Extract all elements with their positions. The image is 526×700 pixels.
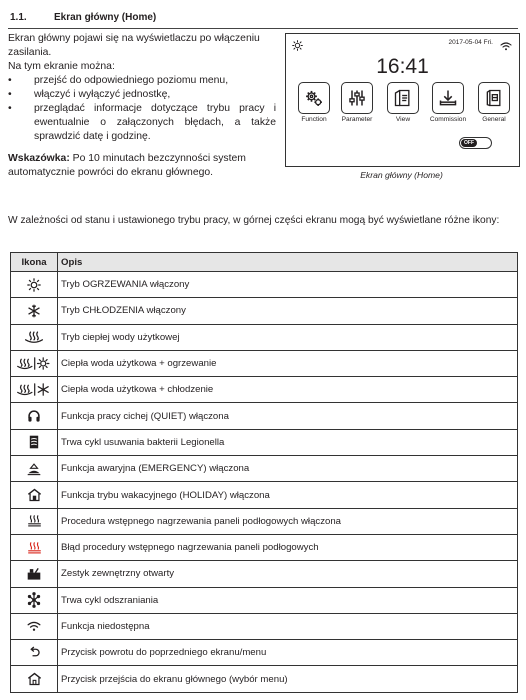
row-description: Przycisk powrotu do poprzedniego ekranu/menu — [58, 640, 518, 666]
row-description: Tryb OGRZEWANIA włączony — [58, 272, 518, 298]
table-row — [11, 587, 518, 613]
defrost-icon — [11, 587, 58, 613]
download-tray-icon — [432, 82, 464, 114]
table-row — [11, 613, 518, 639]
commission-label: Commission — [429, 116, 467, 123]
power-toggle[interactable] — [459, 137, 492, 149]
gears-icon — [298, 82, 330, 114]
feature-list — [8, 74, 276, 144]
tip-label: Wskazówka: — [8, 153, 70, 164]
holiday-house-icon — [11, 482, 58, 508]
table-row — [11, 640, 518, 666]
screen-clock: 16:41 — [376, 55, 429, 78]
table-row — [11, 403, 518, 429]
hot-water-icon — [11, 324, 58, 350]
view-label: View — [395, 116, 411, 123]
table-header-row — [11, 253, 518, 272]
table-row — [11, 377, 518, 403]
col-header-description: Opis — [58, 253, 518, 272]
toggle-knob: OFF — [461, 139, 477, 147]
function-label: Function — [301, 116, 327, 123]
list-item: • przeglądać informacje dotyczące trybu pracy i ewentualnie o załączonych błędach, a także sprawdzić datę i godzinę. — [8, 102, 276, 144]
parameter-button[interactable] — [337, 82, 377, 123]
snowflake-icon — [11, 298, 58, 324]
row-description: Funkcja niedostępna — [58, 613, 518, 639]
general-settings-icon — [478, 82, 510, 114]
table-row — [11, 350, 518, 376]
list-item: • przejść do odpowiedniego poziomu menu, — [8, 74, 276, 88]
emergency-icon — [11, 456, 58, 482]
document-view-icon — [387, 82, 419, 114]
intro-paragraph: Ekran główny pojawi się na wyświetlaczu po włączeniu zasilania. — [8, 33, 260, 58]
tip-note — [8, 152, 276, 180]
hot-water-heating-icon — [11, 350, 58, 376]
hot-water-cooling-icon — [11, 377, 58, 403]
wifi-icon — [11, 613, 58, 639]
row-description: Ciepła woda użytkowa + chłodzenie — [58, 377, 518, 403]
table-row — [11, 534, 518, 560]
parameter-label: Parameter — [341, 116, 373, 123]
headphones-icon — [11, 403, 58, 429]
section-title: Ekran główny (Home) — [54, 12, 157, 23]
general-button[interactable] — [474, 82, 514, 123]
tip-text: Po 10 minutach bezczynności system automatycznie powróci do ekranu głównego. — [8, 153, 246, 178]
general-label: General — [482, 116, 506, 123]
table-row — [11, 298, 518, 324]
floor-preheat-icon — [11, 508, 58, 534]
menu-button-row — [294, 82, 514, 124]
home-icon — [11, 666, 58, 692]
table-row — [11, 508, 518, 534]
back-arrow-icon — [11, 640, 58, 666]
row-description: Tryb ciepłej wody użytkowej — [58, 324, 518, 350]
external-contact-icon — [11, 561, 58, 587]
screen-caption: Ekran główny (Home) — [360, 170, 443, 180]
list-item: • włączyć i wyłączyć jednostkę, — [8, 88, 276, 102]
col-header-icon: Ikona — [11, 253, 58, 272]
table-row — [11, 666, 518, 692]
wifi-icon — [500, 38, 512, 56]
icon-table — [10, 252, 518, 693]
table-row — [11, 482, 518, 508]
row-description: Tryb CHŁODZENIA włączony — [58, 298, 518, 324]
row-description: Funkcja pracy cichej (QUIET) włączona — [58, 403, 518, 429]
table-row — [11, 272, 518, 298]
row-description: Funkcja awaryjna (EMERGENCY) włączona — [58, 456, 518, 482]
row-description: Zestyk zewnętrzny otwarty — [58, 561, 518, 587]
row-description: Procedura wstępnego nagrzewania paneli podłogowych włączona — [58, 508, 518, 534]
legionella-icon — [11, 429, 58, 455]
table-row — [11, 561, 518, 587]
sliders-icon — [341, 82, 373, 114]
function-button[interactable] — [294, 82, 334, 123]
screen-date: 2017-05-04 Fri. — [448, 39, 493, 46]
row-description: Trwa cykl odszraniania — [58, 587, 518, 613]
home-screen-illustration — [285, 33, 520, 167]
table-row — [11, 456, 518, 482]
table-row — [11, 324, 518, 350]
row-description: Funkcja trybu wakacyjnego (HOLIDAY) włączona — [58, 482, 518, 508]
view-button[interactable] — [383, 82, 423, 123]
icons-intro-paragraph: W zależności od stanu i ustawionego trybu pracy, w górnej części ekranu mogą być wyświetlane różne ikony: — [8, 215, 500, 226]
floor-preheat-error-icon — [11, 534, 58, 560]
row-description: Trwa cykl usuwania bakterii Legionella — [58, 429, 518, 455]
intro-text — [8, 32, 276, 180]
intro-lead: Na tym ekranie można: — [8, 61, 115, 72]
section-number: 1.1. — [10, 12, 27, 23]
sun-icon — [11, 272, 58, 298]
row-description: Ciepła woda użytkowa + ogrzewanie — [58, 350, 518, 376]
commission-button[interactable] — [428, 82, 468, 123]
sun-icon — [292, 38, 303, 56]
table-row — [11, 429, 518, 455]
row-description: Błąd procedury wstępnego nagrzewania paneli podłogowych — [58, 534, 518, 560]
section-header — [8, 8, 518, 29]
row-description: Przycisk przejścia do ekranu głównego (wybór menu) — [58, 666, 518, 692]
